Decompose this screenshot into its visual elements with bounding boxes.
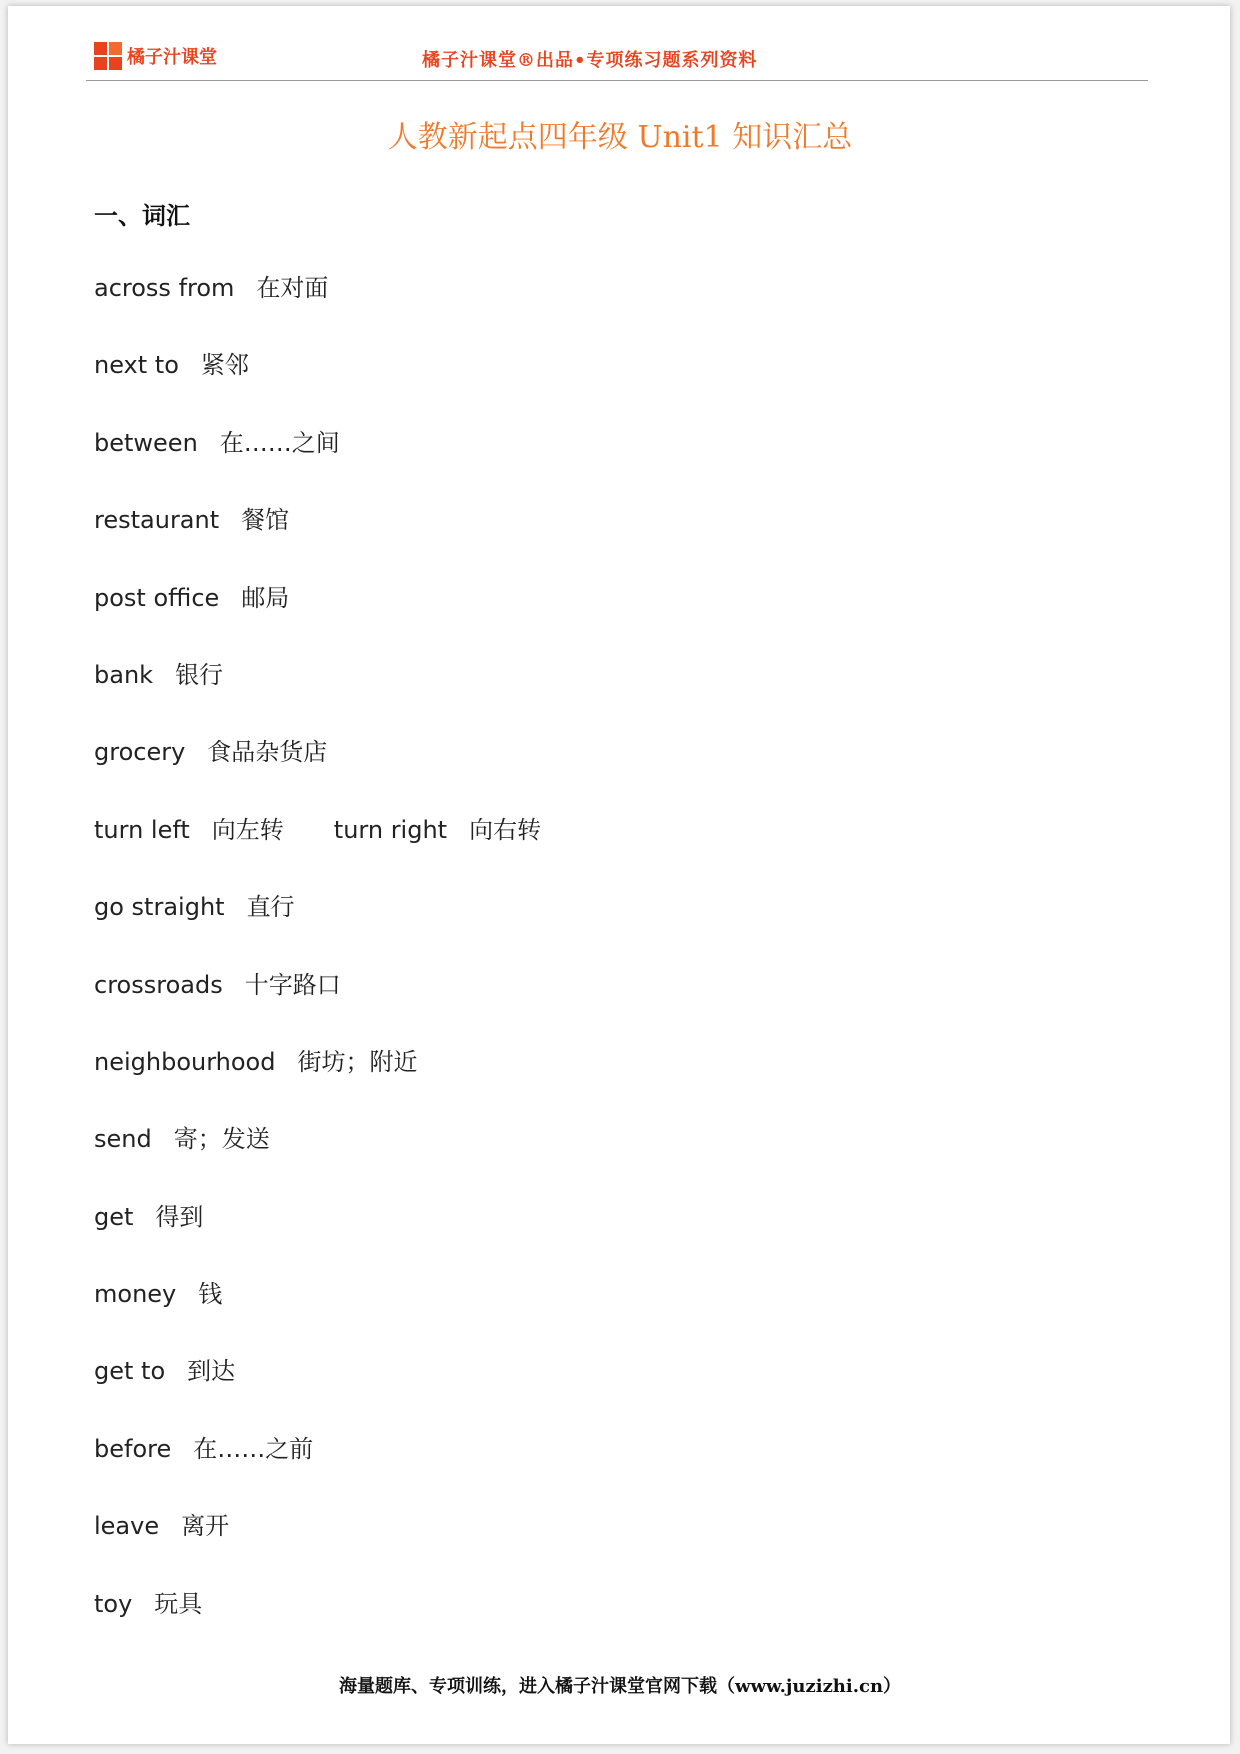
vocab-word: neighbourhood: [94, 1047, 276, 1076]
vocab-item: [94, 887, 541, 964]
vocab-item: [94, 1042, 541, 1119]
vocab-item: [94, 810, 541, 887]
vocab-word: get to: [94, 1357, 166, 1386]
vocab-meaning: 街坊；附近: [297, 1047, 418, 1076]
vocab-item: [94, 1274, 541, 1351]
vocab-item: [94, 268, 541, 345]
vocab-item: [94, 578, 541, 655]
logo-squares-icon: [94, 42, 122, 70]
vocab-word: across from: [94, 274, 235, 302]
vocab-item: [94, 965, 541, 1042]
vocab-word: grocery: [94, 738, 186, 767]
vocab-meaning: 食品杂货店: [207, 738, 328, 767]
page-footer: 海量题库、专项训练，进入橘子汁课堂官网下载（www.juzizhi.cn）: [338, 1676, 902, 1697]
vocab-meaning: 紧邻: [200, 351, 249, 380]
vocab-word: next to: [94, 351, 179, 380]
vocab-word: post office: [94, 583, 220, 612]
section-heading: 一、词汇: [94, 202, 190, 230]
vocab-meaning: 得到: [155, 1202, 204, 1231]
vocab-item: [94, 1584, 541, 1661]
vocab-meaning: 离开: [181, 1512, 230, 1541]
vocab-meaning: 直行: [246, 893, 295, 922]
vocab-item: [94, 1119, 541, 1196]
brand-logo: [94, 42, 217, 70]
vocab-list: [94, 268, 541, 1661]
vocab-item: [94, 345, 541, 422]
vocab-meaning: 十字路口: [244, 970, 341, 999]
vocab-item: [94, 423, 541, 500]
vocab-meaning: 向左转: [211, 815, 284, 844]
vocab-word: toy: [94, 1589, 133, 1618]
vocab-item: [94, 655, 541, 732]
vocab-word: money: [94, 1280, 177, 1309]
vocab-word: leave: [94, 1512, 160, 1541]
vocab-meaning: 餐馆: [241, 506, 290, 535]
vocab-meaning: 在……之间: [219, 428, 340, 457]
vocab-word: turn left: [94, 815, 190, 844]
vocab-word-second: turn right: [333, 815, 448, 844]
vocab-meaning: 在对面: [256, 274, 329, 302]
header-slogan: 橘子汁课堂®出品•专项练习题系列资料: [422, 50, 758, 71]
logo-text: 橘子汁课堂: [127, 47, 217, 68]
vocab-word: bank: [94, 660, 154, 689]
vocab-meaning-second: 向右转: [469, 815, 542, 844]
vocab-meaning: 邮局: [241, 583, 290, 612]
vocab-meaning: 银行: [175, 660, 224, 689]
vocab-word: get: [94, 1202, 134, 1231]
vocab-item: [94, 732, 541, 809]
vocab-item: [94, 500, 541, 577]
vocab-word: before: [94, 1434, 172, 1463]
vocab-word: go straight: [94, 893, 225, 922]
vocab-meaning: 玩具: [154, 1589, 203, 1618]
document-title: 人教新起点四年级 Unit1 知识汇总: [387, 120, 853, 155]
vocab-meaning: 到达: [187, 1357, 236, 1386]
vocab-item: [94, 1506, 541, 1583]
vocab-meaning: 钱: [198, 1280, 223, 1309]
vocab-word: between: [94, 428, 198, 457]
vocab-meaning: 在……之前: [193, 1434, 314, 1463]
vocab-word: crossroads: [94, 970, 223, 999]
vocab-word: send: [94, 1125, 152, 1154]
vocab-item: [94, 1429, 541, 1506]
page-header: [86, 36, 1148, 81]
vocab-item: [94, 1351, 541, 1428]
vocab-meaning: 寄；发送: [173, 1125, 270, 1154]
vocab-item: [94, 1197, 541, 1274]
vocab-word: restaurant: [94, 506, 220, 535]
